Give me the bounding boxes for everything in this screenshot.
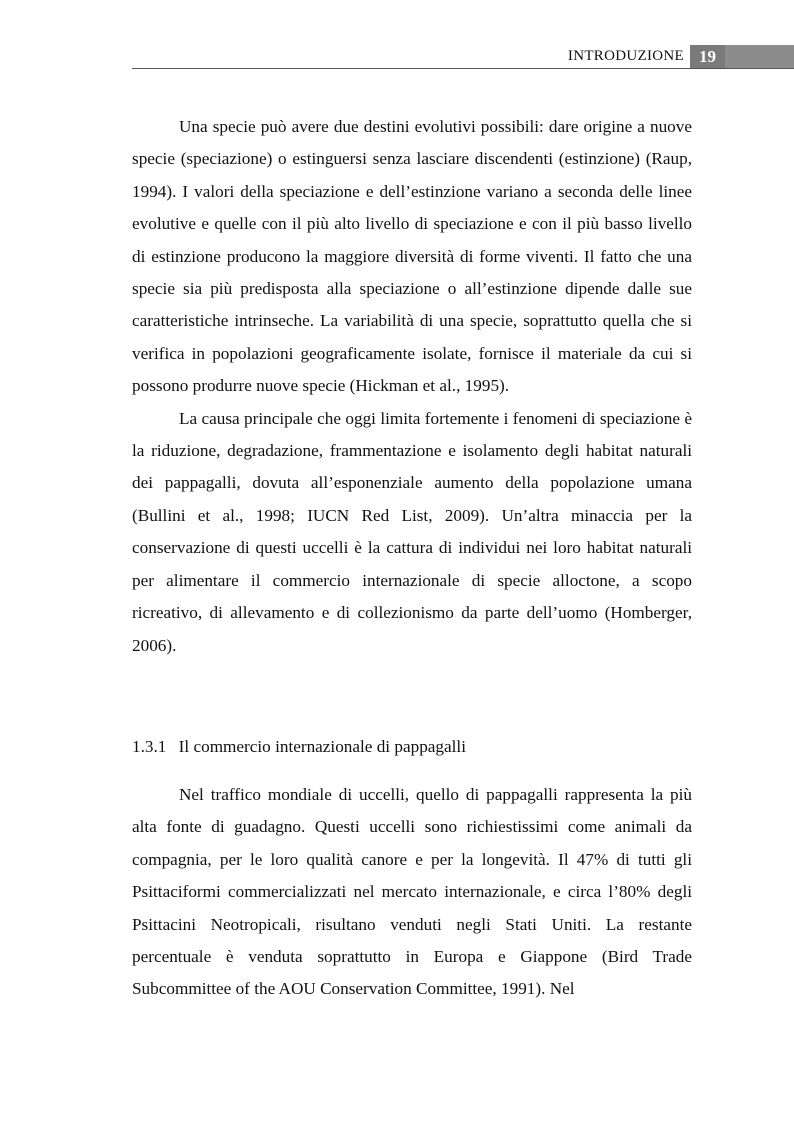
running-header (132, 45, 794, 69)
page-number-box (690, 45, 794, 68)
page-number: 19 (690, 45, 725, 68)
paragraph-3: Nel traffico mondiale di uccelli, quello di pappagalli rappresenta la più alta fonte di guadagno. Questi uccelli sono richiestissimi come animali da compagnia, per le loro qualità canore e per la longevità. Il 47% di tutti gli Psittaciformi commercializzati nel mercato internazionale, e circa l’80% degli Psittacini Neotropicali, risultano venduti negli Stati Uniti. La restante percentuale è venduta soprattutto in Europa e Giappone (Bird Trade Subcommittee of the AOU Conservation Committee, 1991). Nel (132, 785, 692, 999)
paragraph-2: La causa principale che oggi limita fortemente i fenomeni di speciazione è la riduzione, degradazione, frammentazione e isolamento degli habitat naturali dei pappagalli, dovuta all’esponenziale aumento della popolazione umana (Bullini et al., 1998; IUCN Red List, 2009). Un’altra minaccia per la conservazione di questi uccelli è la cattura di individui nei loro habitat naturali per alimentare il commercio internazionale di specie alloctone, a scopo ricreativo, di allevamento e di collezionismo da parte dell’uomo (Homberger, 2006). (132, 408, 692, 655)
section-number: 1.3.1 (132, 737, 167, 756)
paragraph-1: Una specie può avere due destini evolutivi possibili: dare origine a nuove specie (speciazione) o estinguersi senza lasciare discendenti (estinzione) (Raup, 1994). I valori della speciazione e dell’estinzione variano a seconda delle linee evolutive e quelle con il più alto livello di speciazione e con il più basso livello di estinzione producono la maggiore diversità di forme viventi. Il fatto che una specie sia più predisposta alla speciazione o all’estinzione dipende dalle sue caratteristiche intrinseche. La variabilità di una specie, soprattutto quella che si verifica in popolazioni geograficamente isolate, fornisce il materiale da cui si possono produrre nuove specie (Hickman et al., 1995). (132, 117, 692, 396)
section-heading (132, 731, 466, 763)
header-title: INTRODUZIONE (567, 48, 684, 64)
section-text (132, 779, 692, 1006)
header-rule (132, 68, 794, 69)
section-title: Il commercio internazionale di pappagalli (178, 737, 466, 756)
intro-text (132, 111, 692, 662)
